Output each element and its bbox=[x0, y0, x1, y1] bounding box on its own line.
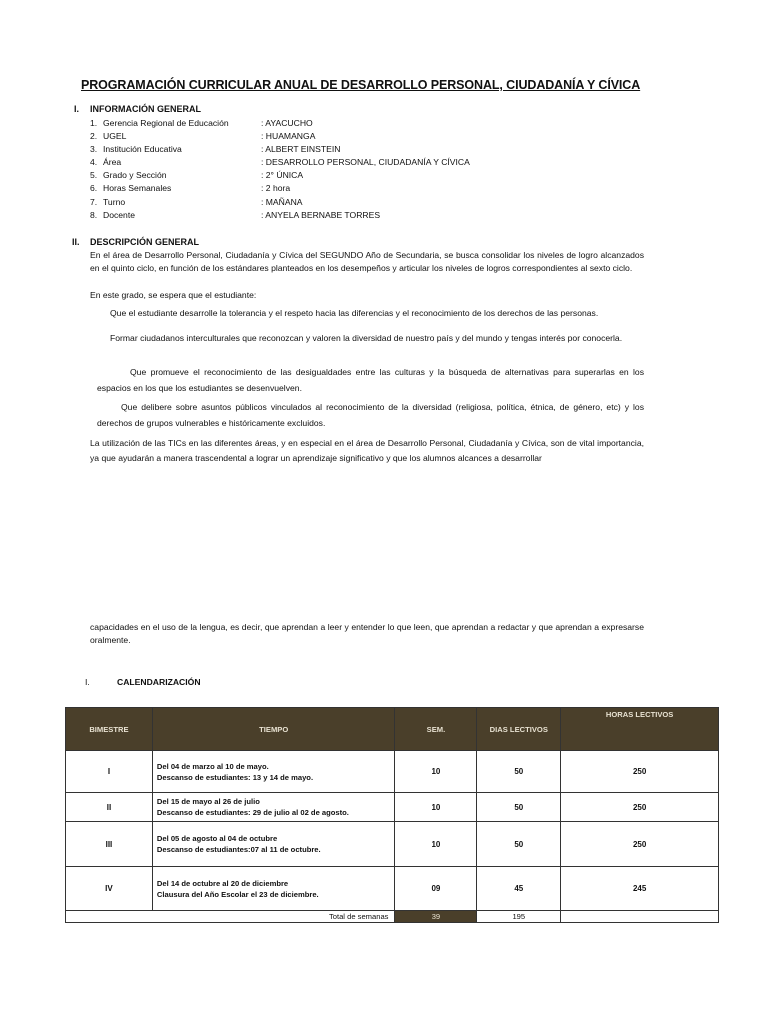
calendar-table bbox=[65, 707, 719, 923]
section-title: CALENDARIZACIÓN bbox=[117, 677, 201, 687]
header-horas: HORAS LECTIVOS bbox=[561, 708, 719, 751]
info-row: 8. Docente : ANYELA BERNABE TORRES bbox=[90, 210, 381, 220]
section-number: I. bbox=[74, 104, 80, 114]
table-row: II Del 15 de mayo al 26 de julio Descanso de estudiantes: 29 de julio al 02 de agosto. 10 50 250 bbox=[66, 793, 719, 822]
table-row: I Del 04 de marzo al 10 de mayo. Descanso de estudiantes: 13 y 14 de mayo. 10 50 250 bbox=[66, 751, 719, 793]
info-row: 2. UGEL : HUAMANGA bbox=[90, 131, 316, 141]
bullet-item: Que el estudiante desarrolle la tolerancia y el respeto hacia las diferencias y el reconocimiento de los derechos de las personas. bbox=[110, 308, 599, 318]
table-total-row bbox=[66, 911, 719, 923]
total-label: Total de semanas bbox=[66, 911, 395, 923]
tics-paragraph: La utilización de las TICs en las diferentes áreas, y en especial en el área de Desarrollo Personal, Ciudadanía y Cívica, son de vital importancia, ya que ayudarán a manera trascendental a lograr un aprendizaje significativo y que los alumnos alcances a desarrollar bbox=[90, 438, 644, 463]
section-number: II. bbox=[72, 237, 80, 247]
header-tiempo: TIEMPO bbox=[152, 708, 395, 751]
section-title: DESCRIPCIÓN GENERAL bbox=[90, 237, 200, 247]
section-heading-calendarizacion bbox=[85, 677, 201, 687]
info-row: 5. Grado y Sección : 2° ÚNICA bbox=[90, 170, 304, 180]
continuation-paragraph: capacidades en el uso de la lengua, es decir, que aprendan a leer y entender lo que leen, que aprendan a redactar y que aprendan a expresarse oralmente. bbox=[90, 622, 644, 645]
expect-line: En este grado, se espera que el estudiante: bbox=[90, 290, 257, 300]
header-dias: DIAS LECTIVOS bbox=[477, 708, 561, 751]
info-row: 4. Área : DESARROLLO PERSONAL, CIUDADANÍA Y CÍVICA bbox=[90, 157, 470, 167]
info-row: 1. Gerencia Regional de Educación : AYACUCHO bbox=[90, 118, 313, 128]
table-header-row bbox=[66, 708, 719, 751]
bullet-item: Que delibere sobre asuntos públicos vinculados al reconocimiento de la diversidad (religiosa, política, étnica, de género, etc) y los derechos de grupos vulnerables e históricamente excluidos. bbox=[97, 402, 644, 428]
info-row: 7. Turno : MAÑANA bbox=[90, 197, 303, 207]
header-sem: SEM. bbox=[395, 708, 477, 751]
bullet-item: Que promueve el reconocimiento de las desigualdades entre las culturas y la búsqueda de alternativas para superarlas en los espacios en los que los estudiantes se desenvuelven. bbox=[97, 367, 644, 393]
header-bimestre: BIMESTRE bbox=[66, 708, 153, 751]
section-number: I. bbox=[85, 677, 90, 687]
bullet-item: Formar ciudadanos interculturales que reconozcan y valoren la diversidad de nuestro país y del mundo y tengas interés por conocerla. bbox=[110, 333, 623, 343]
intro-paragraph: En el área de Desarrollo Personal, Ciudadanía y Cívica del SEGUNDO Año de Secundaria, se busca consolidar los niveles de logro alcanzados en el quinto ciclo, en función de los estándares planteados en los desempeños y articular los niveles de logros correspondientes al sexto ciclo. bbox=[90, 250, 644, 273]
section-title: INFORMACIÓN GENERAL bbox=[90, 104, 201, 114]
table-row: IV Del 14 de octubre al 20 de diciembre Clausura del Año Escolar el 23 de diciembre. 09 45 245 bbox=[66, 867, 719, 911]
document-title: PROGRAMACIÓN CURRICULAR ANUAL DE DESARROLLO PERSONAL, CIUDADANÍA Y CÍVICA bbox=[81, 78, 641, 92]
info-row: 3. Institución Educativa : ALBERT EINSTEIN bbox=[90, 144, 341, 154]
section-heading-descripcion bbox=[72, 237, 200, 247]
section-heading-informacion bbox=[74, 104, 201, 114]
total-sem: 39 bbox=[395, 911, 477, 923]
table-row: III Del 05 de agosto al 04 de octubre Descanso de estudiantes:07 al 11 de octubre. 10 50 250 bbox=[66, 822, 719, 867]
total-dias: 195 bbox=[477, 911, 561, 923]
info-row: 6. Horas Semanales : 2 hora bbox=[90, 183, 291, 193]
